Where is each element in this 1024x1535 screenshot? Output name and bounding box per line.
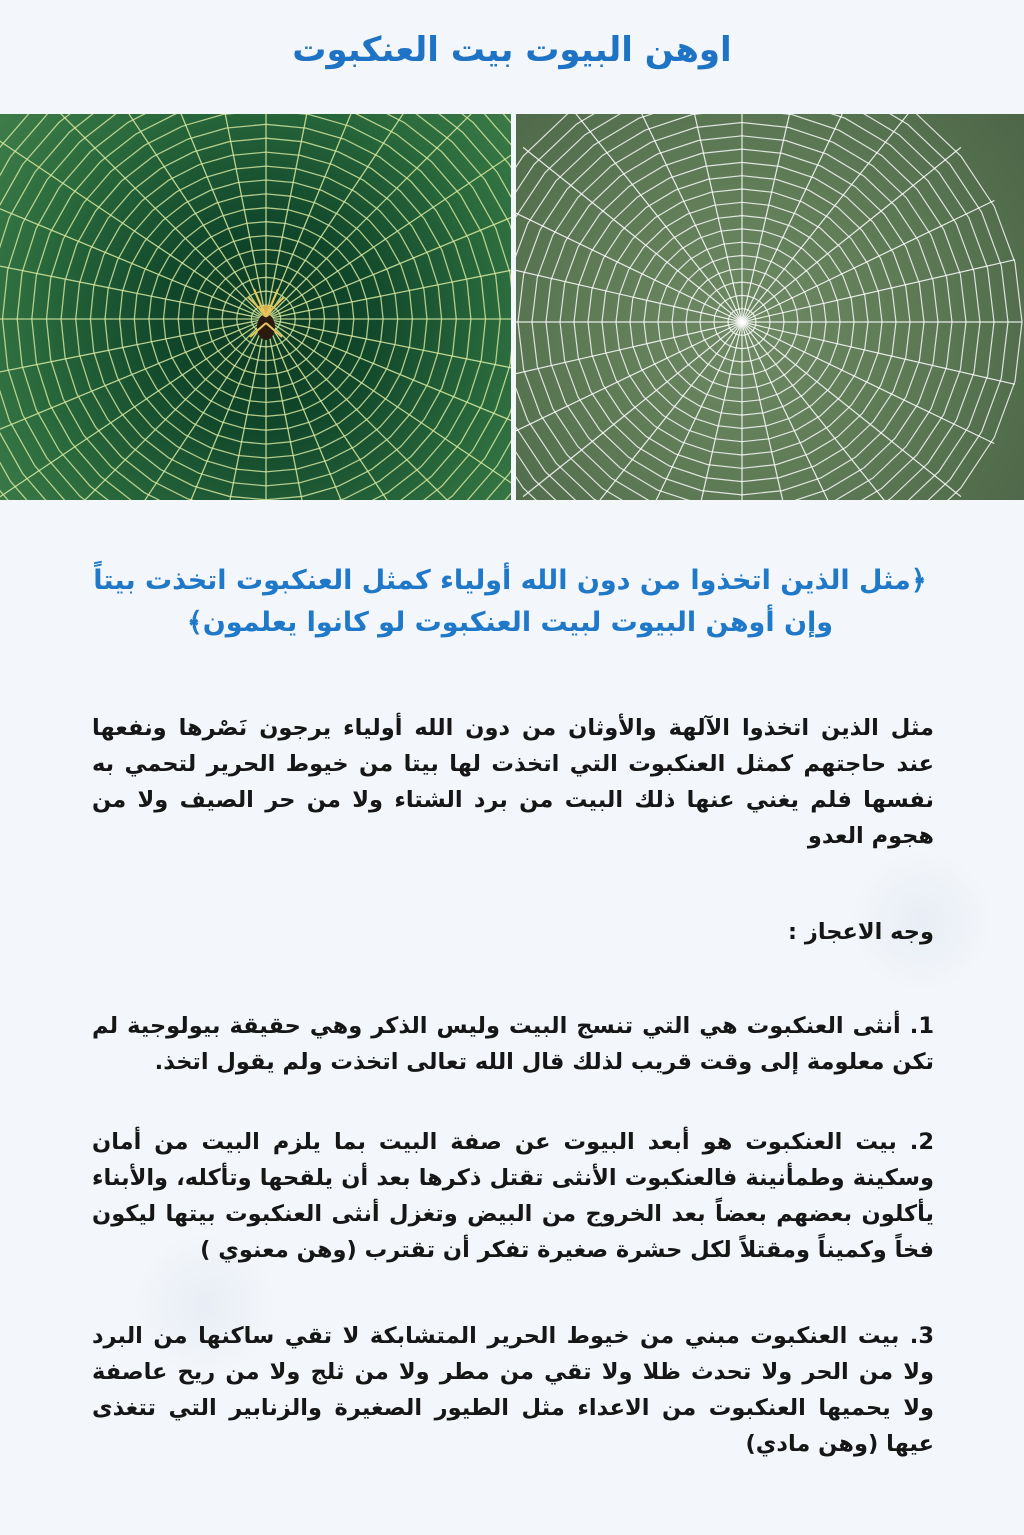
spider-web-photo-left <box>0 114 511 500</box>
spider-web-with-spider-icon <box>0 114 511 500</box>
quran-verse: ﴿مثل الذين اتخذوا من دون الله أولياء كمثل العنكبوت اتخذت بيتاً وإن أوهن البيوت لبيت العنكبوت لو كانوا يعلمون﴾ <box>93 565 927 638</box>
page-title: اوهن البيوت بيت العنكبوت <box>292 30 732 70</box>
point-1: 1. أنثى العنكبوت هي التي تنسج البيت وليس الذكر وهي حقيقة بيولوجية لم تكن معلومة إلى وقت قريب لذلك قال الله تعالى اتخذت ولم يقول اتخذ. <box>92 1013 934 1075</box>
spider-web-icon <box>516 114 1024 500</box>
point-2: 2. بيت العنكبوت هو أبعد البيوت عن صفة البيت بما يلزم البيت من أمان وسكينة وطمأنينة فالعنكبوت الأنثى تقتل ذكرها بعد أن يلقحها وتأكله، والأبناء يأكلون بعضهم بعضاً بعد الخروج من البيض وتغزل أنثى العنكبوت بيتها ليكون فخاً وكميناً ومقتلاً لكل حشرة صغيرة تفكر أن تقترب (وهن معنوي ) <box>92 1129 934 1263</box>
miracle-heading: وجه الاعجاز : <box>788 919 934 945</box>
point-3: 3. بيت العنكبوت مبني من خيوط الحرير المتشابكة لا تقي ساكنها من البرد ولا من الحر ولا تحدث ظلا ولا تقي من مطر ولا من ثلج ولا من ريح عاصفة ولا يحميها العنكبوت من الاعداء مثل الطيور الصغيرة والزنابير التي تتغذى عيها (وهن مادي) <box>92 1323 934 1457</box>
intro-paragraph: مثل الذين اتخذوا الآلهة والأوثان من دون الله أولياء يرجون نَصْرها ونفعها عند حاجتهم كمثل العنكبوت التي اتخذت لها بيتا من خيوط الحرير لتحمي به نفسها فلم يغني عنها ذلك البيت من برد الشتاء ولا من حر الصيف ولا من هجوم العدو <box>92 715 934 849</box>
spider-web-photo-right <box>516 114 1024 500</box>
